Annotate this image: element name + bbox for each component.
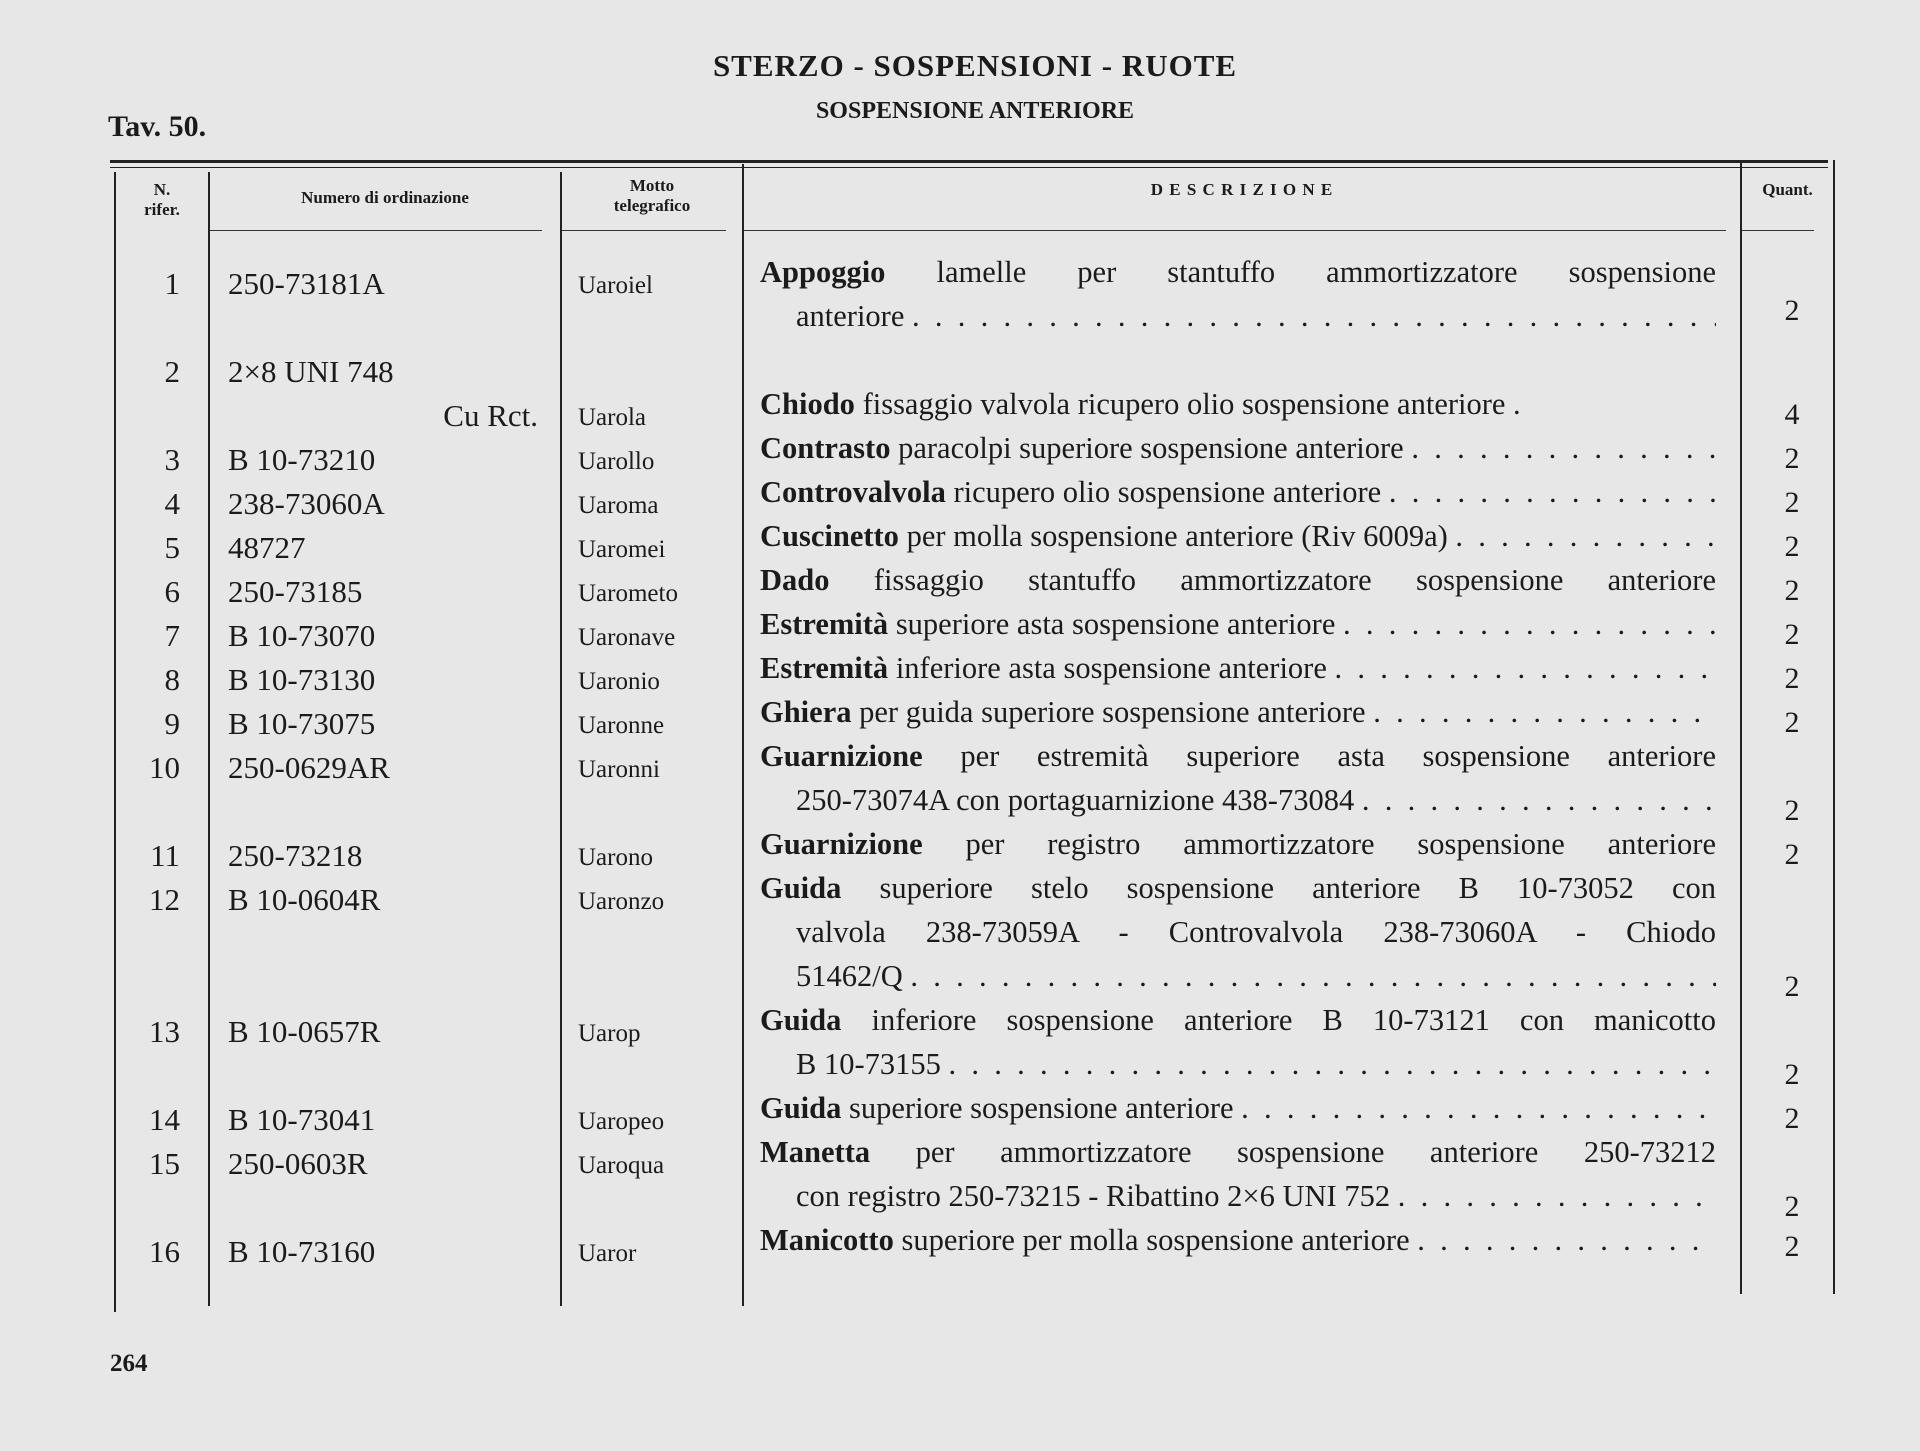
description: Guida superiore stelo sospensione anteriore B 10-73052 con valvola 238-73059A - Controvalvola 238-73060A - Chiodo 51462/Q . .	[760, 866, 1716, 998]
telegraphic-code: Uaronave	[578, 624, 676, 651]
quantity: 2	[1784, 1102, 1800, 1135]
description: Manicotto superiore per molla sospensione anteriore . .	[760, 1218, 1716, 1262]
table-reference: Tav. 50.	[108, 110, 207, 143]
rif-number: 4	[164, 486, 180, 521]
telegraphic-code: Uarop	[578, 1020, 641, 1047]
rif-number: 9	[164, 706, 180, 741]
rif-number: 2	[164, 354, 180, 389]
rif-number: 5	[164, 530, 180, 565]
quantity: 2	[1784, 706, 1800, 739]
header-motto: Motto telegrafico	[613, 176, 691, 215]
header-order-number: Numero di ordinazione	[301, 188, 469, 207]
order-number: 250-73185	[228, 574, 363, 609]
description: Guarnizione per registro ammortizzatore sospensione anteriore	[760, 827, 1716, 861]
rif-number: 13	[149, 1014, 180, 1049]
rif-number: 15	[149, 1146, 180, 1181]
order-number: B 10-73041	[228, 1102, 376, 1137]
order-number-suffix: Cu Rct.	[443, 398, 538, 433]
rif-number: 12	[149, 882, 180, 917]
telegraphic-code: Uaroqua	[578, 1152, 665, 1179]
telegraphic-code: Uarollo	[578, 448, 655, 475]
rif-number: 11	[150, 838, 180, 873]
quantity: 2	[1784, 294, 1800, 327]
quantity: 2	[1784, 1190, 1800, 1223]
header-description: D E S C R I Z I O N E	[1150, 180, 1334, 199]
order-number: B 10-73075	[228, 706, 376, 741]
description: Estremità superiore asta sospensione anteriore . .	[760, 602, 1716, 646]
description: Estremità inferiore asta sospensione anteriore . .	[760, 646, 1716, 690]
description: Chiodo fissaggio valvola ricupero olio sospensione anteriore .	[760, 387, 1521, 421]
telegraphic-code: Uarono	[578, 844, 653, 871]
header-rif: N. rifer.	[144, 180, 180, 219]
order-number: B 10-73070	[228, 618, 376, 653]
order-number: 250-73181A	[228, 266, 385, 301]
order-number: 238-73060A	[228, 486, 385, 521]
quantity: 2	[1784, 1230, 1800, 1263]
rif-number: 3	[164, 442, 180, 477]
rif-number: 8	[164, 662, 180, 697]
header-quantity: Quant.	[1762, 180, 1813, 199]
telegraphic-code: Uaror	[578, 1240, 637, 1267]
order-number: 48727	[228, 530, 306, 565]
telegraphic-code: Uaronne	[578, 712, 665, 739]
rif-number: 10	[149, 750, 180, 785]
quantity: 2	[1784, 618, 1800, 651]
order-number: B 10-0657R	[228, 1014, 381, 1049]
description: Guarnizione per estremità superiore asta sospensione anteriore 250-73074A con portaguarnizione 438-73084 . .	[760, 734, 1716, 822]
description: Ghiera per guida superiore sospensione anteriore . .	[760, 690, 1716, 734]
quantity: 2	[1784, 574, 1800, 607]
telegraphic-code: Uaromei	[578, 536, 666, 563]
quantity: 2	[1784, 1058, 1800, 1091]
description: Dado fissaggio stantuffo ammortizzatore sospensione anteriore	[760, 563, 1716, 597]
quantity: 4	[1784, 398, 1800, 431]
description: Contrasto paracolpi superiore sospensione anteriore . .	[760, 426, 1716, 470]
quantity: 2	[1784, 442, 1800, 475]
order-number: B 10-0604R	[228, 882, 381, 917]
telegraphic-code: Uaronzo	[578, 888, 665, 915]
order-number: B 10-73210	[228, 442, 376, 477]
order-number: 250-73218	[228, 838, 363, 873]
order-number: B 10-73160	[228, 1234, 376, 1269]
order-number: 2×8 UNI 748	[228, 354, 394, 389]
order-number: B 10-73130	[228, 662, 376, 697]
telegraphic-code: Uaronio	[578, 668, 660, 695]
order-number: 250-0629AR	[228, 750, 390, 785]
telegraphic-code: Uaropeo	[578, 1108, 665, 1135]
quantity: 2	[1784, 662, 1800, 695]
rif-number: 6	[164, 574, 180, 609]
telegraphic-code: Uaronni	[578, 756, 660, 783]
rif-number: 7	[164, 618, 180, 653]
quantity: 2	[1784, 838, 1800, 871]
description: Guida superiore sospensione anteriore . .	[760, 1086, 1716, 1130]
description: Appoggio lamelle per stantuffo ammortizzatore sospensione anteriore . .	[760, 250, 1716, 338]
telegraphic-code: Uaroiel	[578, 272, 653, 299]
description: Guida inferiore sospensione anteriore B 10-73121 con manicotto B 10-73155 . .	[760, 998, 1716, 1086]
rif-number: 16	[149, 1234, 180, 1269]
quantity: 2	[1784, 970, 1800, 1003]
page-subtitle: SOSPENSIONE ANTERIORE	[815, 98, 1135, 124]
telegraphic-code: Uaroma	[578, 492, 659, 519]
quantity: 2	[1784, 486, 1800, 519]
quantity: 2	[1784, 530, 1800, 563]
telegraphic-code: Uarometo	[578, 580, 678, 607]
page-number: 264	[110, 1350, 148, 1377]
rif-number: 14	[149, 1102, 180, 1137]
order-number: 250-0603R	[228, 1146, 368, 1181]
page-title: STERZO - SOSPENSIONI - RUOTE	[712, 48, 1238, 83]
description: Controvalvola ricupero olio sospensione anteriore . .	[760, 470, 1716, 514]
description: Cuscinetto per molla sospensione anteriore (Riv 6009a) . .	[760, 514, 1716, 558]
telegraphic-code: Uarola	[578, 404, 647, 431]
quantity: 2	[1784, 794, 1800, 827]
description: Manetta per ammortizzatore sospensione anteriore 250-73212 con registro 250-73215 - Ribattino 2×6 UNI 752 . .	[760, 1130, 1716, 1218]
rif-number: 1	[164, 266, 180, 301]
